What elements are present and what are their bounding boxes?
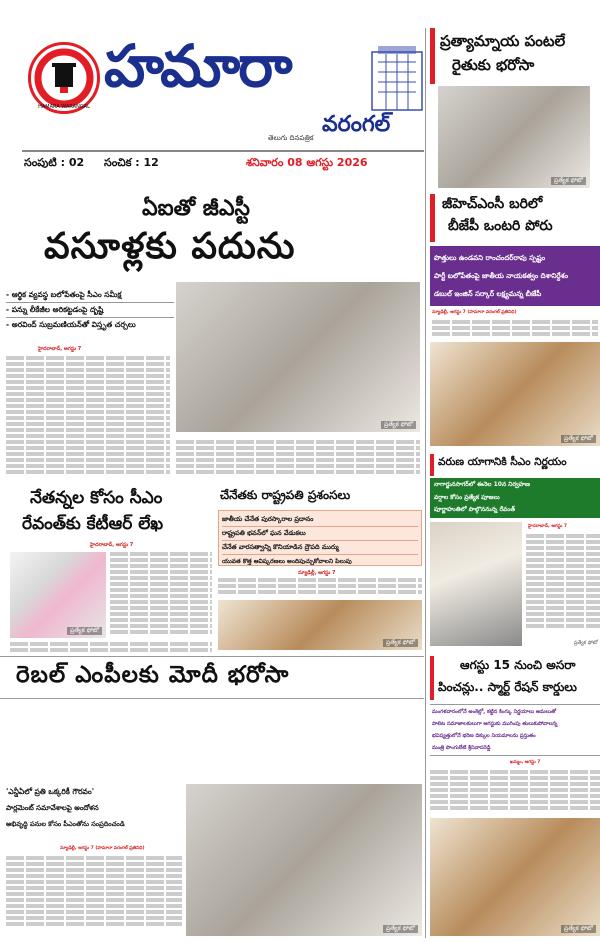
photo-credit: ప్రత్యేక ఫోటో xyxy=(383,925,418,933)
modi-body-text xyxy=(6,854,182,936)
top-right-headline-2: రైతుకు భరోసా xyxy=(452,56,535,74)
column-divider xyxy=(425,28,426,938)
top-right-headline-1: ప్రత్యామ్నాయ పంటలే xyxy=(440,32,566,50)
photo-credit: ప్రత్యేక ఫోటో xyxy=(573,640,598,646)
lead-bullet: - పన్ను లీకేజీల అరికట్టడంపై దృష్టి xyxy=(6,305,174,318)
lead-kicker: ఏఐతో జీఎస్టీ xyxy=(142,196,250,221)
varuna-headline: వరుణ యాగానికి సీఎం నిర్ణయం xyxy=(438,456,567,468)
ktr-dateline: హైదరాబాద్, ఆగస్టు 7 xyxy=(90,542,134,548)
photo-credit: ప్రత్యేక ఫోటో xyxy=(383,639,418,647)
top-right-story xyxy=(430,28,590,188)
modi-headline: రెబల్ ఎంపీలకు మోదీ భరోసా xyxy=(16,662,290,688)
modi-dateline: న్యూఢిల్లీ, ఆగస్టు 7 (హమారా వరంగల్ ప్రతినిధి) xyxy=(60,846,145,851)
ktr-headline-1: నేతన్నల కోసం సీఎం xyxy=(30,488,163,508)
varuna-body-text xyxy=(526,532,600,636)
ration-body-text xyxy=(430,768,600,816)
modi-subhead: 'ఎన్డీఏలో ప్రతి ఒక్కరికీ గౌరవం' xyxy=(6,787,94,796)
lead-bullet: - ఆర్థిక వ్యవస్థ బలోపేతంపై సీఎం సమీక్ష xyxy=(6,290,174,303)
president-subhead: యువత కొత్త ఆవిష్కరణలు అందిపుచ్చుకోవాలని పిలుపు xyxy=(222,558,352,565)
masthead-divider xyxy=(22,150,424,152)
ration-subhead: పాలిట సమాజాలకులుగా ఆగస్టుకు ముగింపు తులుకుపోవాలన్న xyxy=(432,721,558,727)
ration-subhead-box xyxy=(430,704,600,756)
ration-subhead: మంగళవారంలోనే అంకెల్లో, కట్టిన కింగ్కు నిర్ణయాలు అమలుతో xyxy=(432,709,557,715)
president-headline: చేనేతకు రాష్ట్రపతి ప్రశంసలు xyxy=(220,488,351,502)
modi-story xyxy=(0,658,424,940)
top-right-photo xyxy=(438,86,590,188)
modi-subhead-box xyxy=(6,784,176,832)
president-story xyxy=(218,486,422,652)
bjp-subhead: డబుల్ ఇంజిన్ సర్కార్ లక్ష్యమన్న బీజేపీ xyxy=(434,290,542,298)
varuna-subhead: పూర్ణాహుతిలో పాల్గొననున్న రేవంత్ xyxy=(434,506,515,513)
president-subhead: రాష్ట్రపతి భవన్‌లో ఘన వేడుకలు xyxy=(222,527,418,541)
bjp-subhead: పొత్తులు ఉండవని రాంచందర్‌రావు స్పష్టం xyxy=(434,254,546,262)
lead-dateline: హైదరాబాద్, ఆగస్టు 7 xyxy=(38,346,82,352)
ration-dateline: ఖమ్మం, ఆగస్టు 7 xyxy=(510,760,541,765)
varuna-subhead-box xyxy=(430,478,600,518)
ktr-story xyxy=(0,486,214,652)
modi-subhead: అభివృద్ధి పనుల కోసం పీఎంతోను సంప్రదించండి xyxy=(6,820,125,828)
lead-photo xyxy=(176,282,420,432)
president-subhead: జాతీయ చేనేత పురస్కారాల ప్రదానం xyxy=(222,513,418,527)
bjp-dateline: న్యూఢిల్లీ, ఆగస్టు 7 (హమారా వరంగల్ ప్రతినిధి) xyxy=(432,310,517,315)
president-subhead: చేనేత వారసత్వాన్ని కొనియాడిన ద్రౌపది ముర్ము xyxy=(222,541,418,555)
fort-illustration-icon xyxy=(368,42,426,112)
accent-bar xyxy=(430,656,434,700)
photo-credit: ప్రత్యేక ఫోటో xyxy=(67,627,102,635)
ration-story xyxy=(430,656,600,940)
president-body-text xyxy=(218,576,422,598)
masthead xyxy=(0,0,425,170)
bjp-photo xyxy=(430,342,600,446)
lead-story xyxy=(0,190,420,480)
lead-headline: వసూళ్లకు పదును xyxy=(44,226,296,267)
masthead-tagline: తెలుగు దినపత్రిక xyxy=(268,134,314,142)
ration-headline-2: పించన్లు.. స్మార్ట్ రేషన్ కార్డులు xyxy=(438,680,577,694)
accent-bar xyxy=(430,454,434,476)
bjp-subhead-box xyxy=(430,246,600,306)
varuna-story xyxy=(430,454,600,650)
ration-subhead: భవిష్యత్తులోనే భరిణ దిక్కుల నియమాలను ప్రస్తుతం xyxy=(432,733,536,739)
photo-credit: ప్రత్యేక ఫోటో xyxy=(551,177,586,185)
issue-date: శనివారం 08 ఆగస్టు 2026 xyxy=(246,156,368,169)
varuna-photo xyxy=(430,522,522,646)
varuna-dateline: హైదరాబాద్, ఆగస్టు 7 xyxy=(528,524,567,529)
varuna-subhead: నాగార్జునసాగర్‌లో ఈనెల 10న నిర్వహణ xyxy=(434,481,530,488)
lead-bullet: - అరవింద్ సుబ్రమణియన్‌తో విస్తృత చర్చలు xyxy=(6,320,136,329)
ration-photo xyxy=(430,818,600,936)
lead-body-text xyxy=(6,354,170,476)
photo-credit: ప్రత్యేక ఫోటో xyxy=(381,421,416,429)
ktr-headline-2: రేవంత్‌కు కేటీఆర్ లేఖ xyxy=(22,514,164,534)
logo-ring-text: HAMARA WARANGAL xyxy=(38,104,90,110)
ktr-photo xyxy=(10,552,106,638)
lead-bullets xyxy=(6,290,174,333)
accent-bar xyxy=(430,194,435,242)
president-photo xyxy=(218,600,422,650)
bjp-headline-2: బీజేపీ ఒంటరి పోరు xyxy=(448,218,553,234)
bjp-story xyxy=(430,190,600,450)
ktr-body-text xyxy=(110,550,212,642)
bjp-headline-1: జీహెచ్ఎంసీ బరిలో xyxy=(442,196,543,212)
bjp-subhead: పార్టీ బలోపేతంపై జాతీయ నాయకత్వం దిశానిర్దేశం xyxy=(434,272,569,280)
president-dateline: న్యూఢిల్లీ, ఆగస్టు 7 xyxy=(298,570,336,576)
logo-seal xyxy=(28,42,100,114)
ktr-body-text-2 xyxy=(10,640,212,652)
modi-subhead: పార్లమెంట్ సమావేశాలపై అందోళన xyxy=(6,804,99,812)
ration-subhead: మంత్రి పొంగులేటి శ్రీనివాసరెడ్డి xyxy=(432,745,491,751)
photo-credit: ప్రత్యేక ఫోటో xyxy=(561,435,596,443)
varuna-subhead: వర్షాల కోసం ప్రత్యేక పూజలు xyxy=(434,493,500,501)
issue-label: సంచిక : 12 xyxy=(104,156,159,169)
bjp-body-text xyxy=(432,318,598,340)
modi-photo xyxy=(186,784,422,936)
headline-rule xyxy=(0,698,424,699)
volume-label: సంపుటి : 02 xyxy=(24,156,85,169)
accent-bar xyxy=(430,28,435,84)
masthead-subtitle: వరంగల్ xyxy=(322,112,391,137)
lead-body-text-2 xyxy=(176,438,420,478)
president-subhead-box xyxy=(218,510,422,566)
ration-headline-1: ఆగస్టు 15 నుంచి అసరా xyxy=(460,658,576,672)
section-divider xyxy=(0,656,424,657)
masthead-title: హమారా xyxy=(104,32,291,100)
logo-emblem-icon xyxy=(31,45,97,111)
photo-credit: ప్రత్యేక ఫోటో xyxy=(561,925,596,933)
